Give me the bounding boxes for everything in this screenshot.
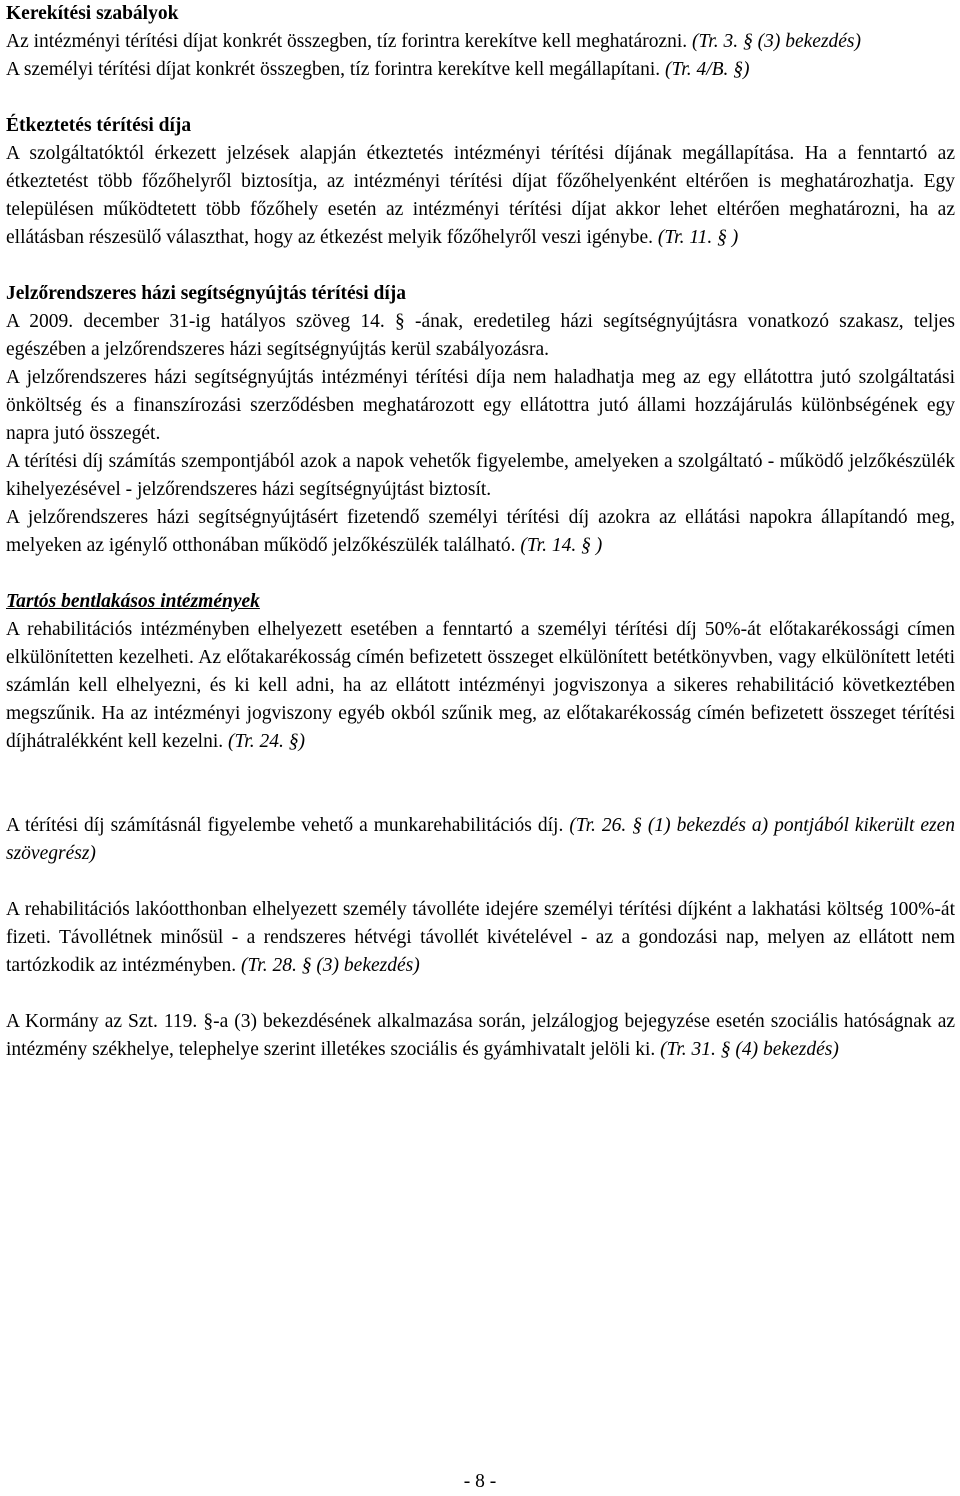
paragraph-mortgage: [6, 1008, 955, 1064]
text: A rehabilitációs intézményben elhelyezett esetében a fenntartó a személyi térítési díj 50%-át előtakarékossági címen elkülönítetten kezelheti. Az előtakarékosság címén befizetett összeget elkülönített betétkönyvben, vagy elkülönített letéti számlán kell elhelyezni, és ki kell adni, ha az ellátott intézményi jogviszonya a sikeres rehabilitáció következtében megszűnik. Ha az intézményi jogviszony egyéb okból szűnik meg, az előtakarékosság címén befizetett összeget térítési díjhátralékként kell kezelni.: [6, 619, 955, 752]
paragraph-work-rehab: [6, 812, 955, 868]
paragraph-catering: [6, 140, 955, 252]
text: Az intézményi térítési díjat konkrét összegben, tíz forintra kerekítve kell meghatározni.: [6, 31, 688, 52]
section-title-residential: Tartós bentlakásos intézmények: [6, 591, 260, 612]
legal-reference: (Tr. 11. § ): [657, 227, 739, 248]
legal-reference: (Tr. 3. § (3) bekezdés): [692, 31, 862, 52]
legal-reference: (Tr. 31. § (4) bekezdés): [660, 1039, 839, 1060]
paragraph-signal-3: A térítési díj számítás szempontjából azok a napok vehetők figyelembe, amelyeken a szolgáltató - működő jelzőkészülék kihelyezésével - jelzőrendszeres házi segítségnyújtást biztosít.: [6, 451, 955, 500]
text: A Kormány az Szt. 119. §-a (3) bekezdésének alkalmazása során, jelzálogjog bejegyzése esetén szociális hatóságnak az intézmény székhelye, telephelye szerint illetékes szociális és gyámhivatalt jelöli ki.: [6, 1011, 955, 1060]
legal-reference: (Tr. 24. §): [228, 731, 305, 752]
paragraph-rehab-home: [6, 896, 955, 980]
legal-reference: (Tr. 26. § (1) bekezdés a) pontjából kikerült ezen szövegrész): [6, 815, 956, 864]
paragraph-rounding-personal: [6, 56, 955, 84]
paragraph-rounding-institutional: [6, 28, 955, 56]
paragraph-signal-2: A jelzőrendszeres házi segítségnyújtás intézményi térítési díja nem haladhatja meg az egy ellátottra jutó szolgáltatási önköltség és a finanszírozási szerződésben meghatározott egy ellátottra jutó állami hozzájárulás különbségének egy napra jutó összegét.: [6, 367, 955, 444]
paragraph-signal-4: [6, 504, 955, 560]
text: A rehabilitációs lakóotthonban elhelyezett személy távolléte idejére személyi térítési díjként a lakhatási költség 100%-át fizeti. Távollétnek minősül - a rendszeres hétvégi távollét kivételével - az a gondozási nap, melyen az ellátott nem tartózkodik az intézményben.: [6, 899, 955, 976]
text: A szolgáltatóktól érkezett jelzések alapján étkeztetés intézményi térítési díjának megállapítása. Ha a fenntartó az étkeztetést több főzőhelyről biztosítja, az intézményi térítési díjat főzőhelyenként eltérően is meghatározhatja. Egy településen működtetett több főzőhely esetén az intézményi térítési díjat akkor lehet eltérően meghatározni, ha az ellátásban részesülő választhat, hogy az étkezést melyik főzőhelyről veszi igénybe.: [6, 143, 955, 248]
paragraph-residential: [6, 616, 955, 756]
section-title-rounding: Kerekítési szabályok: [6, 3, 179, 24]
text: A személyi térítési díjat konkrét összegben, tíz forintra kerekítve kell megállapítani.: [6, 59, 661, 80]
paragraph-signal-1: A 2009. december 31-ig hatályos szöveg 14. § -ának, eredetileg házi segítségnyújtásra vonatkozó szakasz, teljes egészében a jelzőrendszeres házi segítségnyújtás kerül szabályozásra.: [6, 311, 955, 360]
section-title-catering: Étkeztetés térítési díja: [6, 115, 192, 136]
text: A térítési díj számításnál figyelembe vehető a munkarehabilitációs díj.: [6, 815, 564, 836]
legal-reference: (Tr. 4/B. §): [665, 59, 750, 80]
text: A jelzőrendszeres házi segítségnyújtásért fizetendő személyi térítési díj azokra az ellátási napokra állapítandó meg, melyeken az igénylő otthonában működő jelzőkészülék található.: [6, 507, 955, 556]
document-page: [6, 0, 955, 1064]
section-title-signal-system: Jelzőrendszeres házi segítségnyújtás térítési díja: [6, 283, 407, 304]
legal-reference: (Tr. 28. § (3) bekezdés): [241, 955, 420, 976]
page-number: - 8 -: [463, 1471, 497, 1492]
legal-reference: (Tr. 14. § ): [520, 535, 603, 556]
